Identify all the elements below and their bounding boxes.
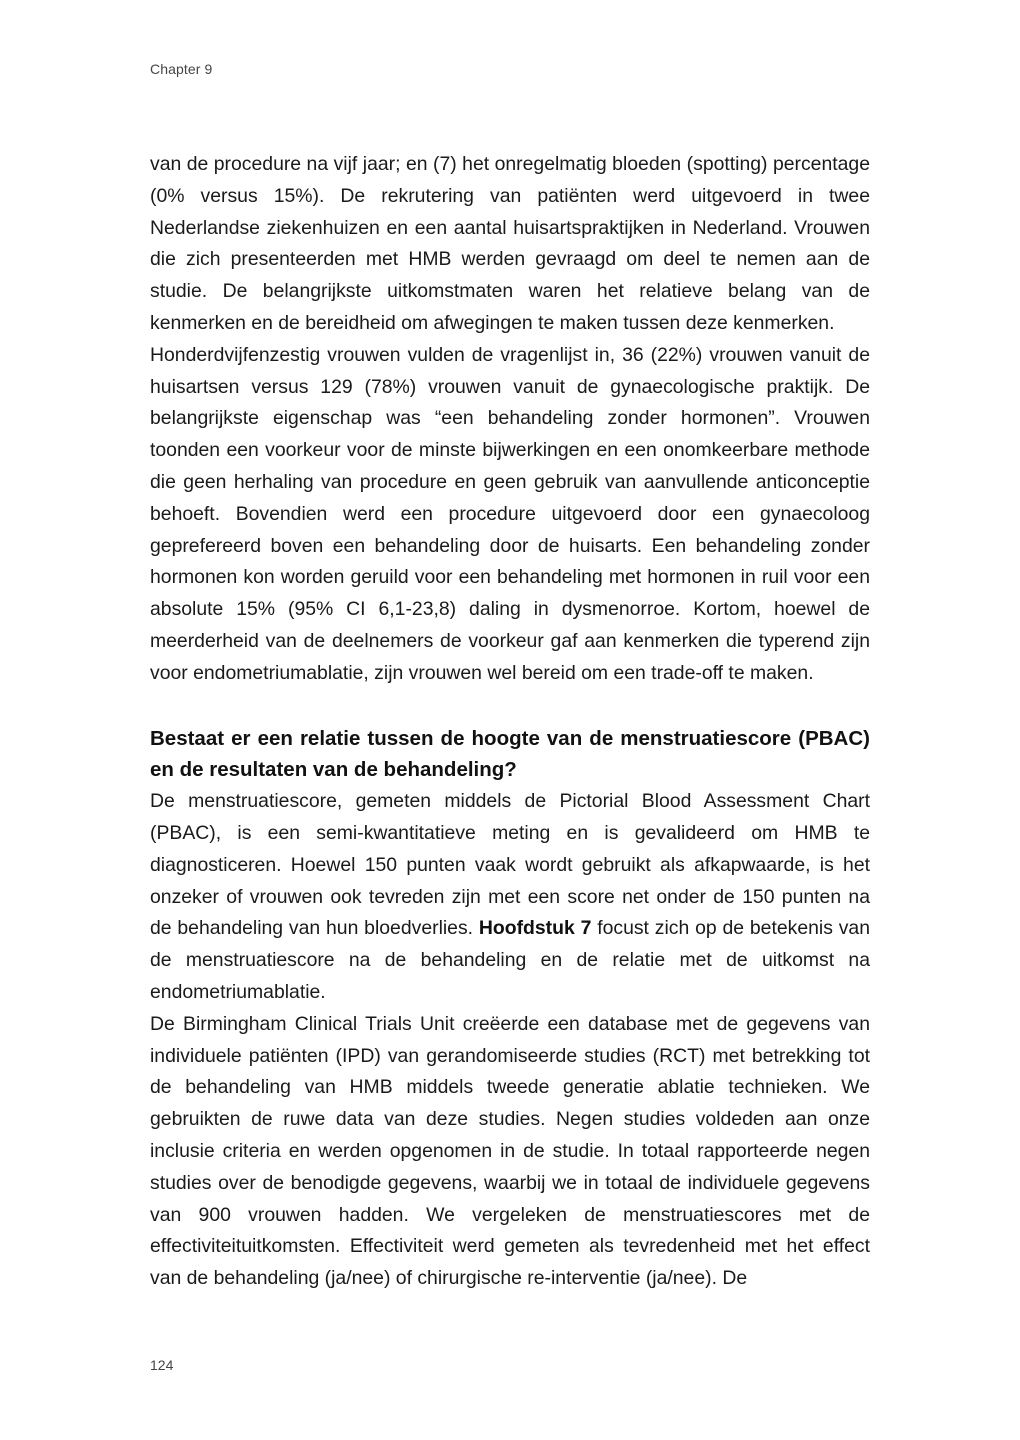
paragraph-procedure-results: van de procedure na vijf jaar; en (7) het onregelmatig bloeden (spotting) percentage (0% versus 15%). De rekrutering van patiënten werd uitgevoerd in twee Nederlandse ziekenhuizen en een aantal huisartspraktijken in Nederland. Vrouwen die zich presenteerden met HMB werden gevraagd om deel te nemen aan de studie. De belangrijkste uitkomstmaten waren het relatieve belang van de kenmerken en de bereidheid om afwegingen te maken tussen deze kenmerken. — [150, 153, 870, 334]
section-heading-pbac: Bestaat er een relatie tussen de hoogte van de menstruatiescore (PBAC) en de resultaten van de behandeling? — [150, 726, 870, 782]
paragraph-pbac-intro — [150, 786, 870, 1009]
page-number: 124 — [150, 1357, 174, 1373]
page-body — [150, 149, 870, 1295]
paragraph-ipd-study: De Birmingham Clinical Trials Unit creëerde een database met de gegevens van individuele patiënten (IPD) van gerandomiseerde studies (RCT) met betrekking tot de behandeling van HMB middels tweede generatie ablatie technieken. We gebruikten de ruwe data van deze studies. Negen studies voldeden aan onze inclusie criteria en werden opgenomen in de studie. In totaal rapporteerde negen studies over de benodigde gegevens, waarbij we in totaal de individuele gegevens van 900 vrouwen hadden. We vergeleken de menstruatiescores met de effectiviteituitkomsten. Effectiviteit werd gemeten als tevredenheid met het effect van de behandeling (ja/nee) of chirurgische re-interventie (ja/nee). De — [150, 1012, 870, 1290]
paragraph-pbac-intro-text: De menstruatiescore, gemeten middels de Pictorial Blood Assessment Chart (PBAC), is een semi-kwantitatieve meting en is gevalideerd om HMB te diagnosticeren. Hoewel 150 punten vaak wordt gebruikt als afkapwaarde, is het onzeker of vrouwen ook tevreden zijn met een score net onder de 150 punten na de behandeling van hun bloedverlies. — [150, 790, 870, 940]
paragraph-survey-results: Honderdvijfenzestig vrouwen vulden de vragenlijst in, 36 (22%) vrouwen vanuit de huisartsen versus 129 (78%) vrouwen vanuit de gynaecologische praktijk. De belangrijkste eigenschap was “een behandeling zonder hormonen”. Vrouwen toonden een voorkeur voor de minste bijwerkingen en een onomkeerbare methode die geen herhaling van procedure en geen gebruik van aanvullende anticonceptie behoeft. Bovendien werd een procedure uitgevoerd door een gynaecoloog geprefereerd boven een behandeling door de huisarts. Een behandeling zonder hormonen kon worden geruild voor een behandeling met hormonen in ruil voor een absolute 15% (95% CI 6,1-23,8) daling in dysmenorroe. Kortom, hoewel de meerderheid van de deelnemers de voorkeur gaf aan kenmerken die typerend zijn voor endometriumablatie, zijn vrouwen wel bereid om een trade-off te maken. — [150, 343, 870, 684]
chapter-reference: Hoofdstuk 7 — [478, 917, 592, 940]
running-header: Chapter 9 — [150, 61, 213, 77]
paragraph-pbac-intro-text-end: focust zich op de betekenis van de menstruatiescore na de behandeling en de relatie met de uitkomst na endometriumablatie. — [150, 917, 870, 1003]
